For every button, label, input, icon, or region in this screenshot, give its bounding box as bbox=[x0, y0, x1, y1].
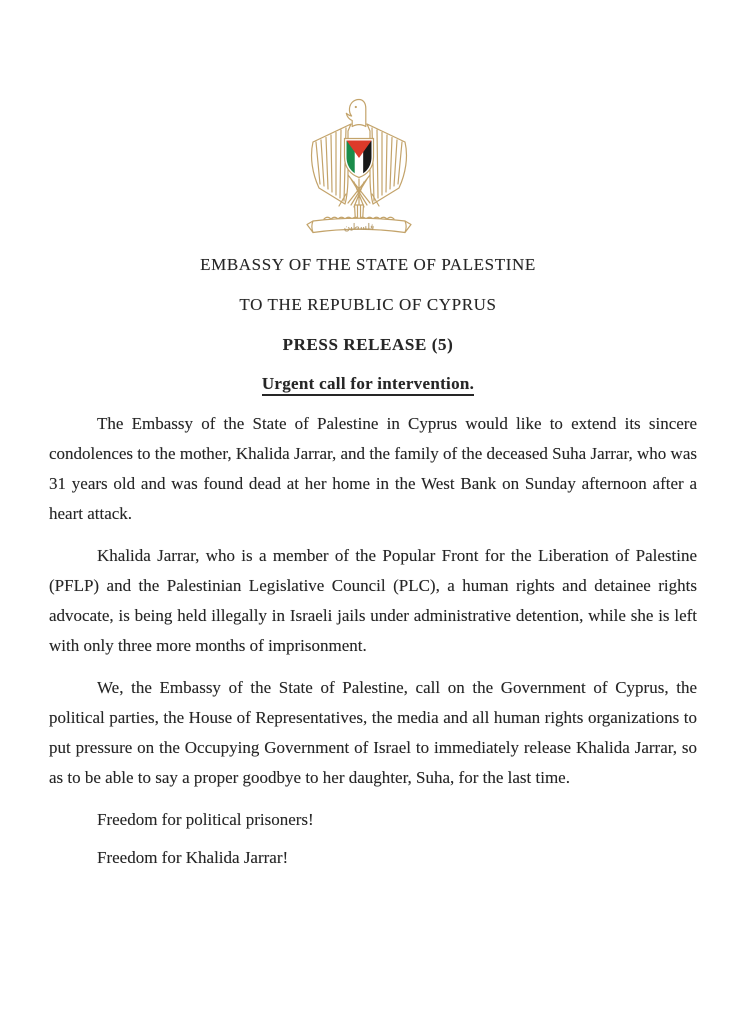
emblem-eagle-head bbox=[346, 100, 366, 127]
eagle-of-saladin-icon bbox=[302, 97, 416, 237]
closing-line: Freedom for Khalida Jarrar! bbox=[97, 848, 289, 867]
document-subject-heading bbox=[0, 374, 736, 394]
emblem-banner-text: فلسطين bbox=[343, 222, 375, 233]
document-body bbox=[49, 409, 697, 881]
embassy-subtitle: TO THE REPUBLIC OF CYPRUS bbox=[239, 295, 497, 314]
document-subject-text: Urgent call for intervention. bbox=[262, 374, 474, 396]
palestine-coat-of-arms-emblem bbox=[302, 97, 416, 237]
body-paragraph: The Embassy of the State of Palestine in Cyprus would like to extend its sincere condolences to the mother, Khalida Jarrar, and the family of the deceased Suha Jarrar, who was 31 years old and was found dead at her home in the West Bank on Sunday afternoon after a heart attack. bbox=[49, 414, 697, 523]
emblem-body-lattice bbox=[348, 175, 370, 209]
emblem-flag-shield bbox=[345, 139, 374, 178]
closing-line: Freedom for political prisoners! bbox=[97, 810, 314, 829]
body-paragraph: Khalida Jarrar, who is a member of the Popular Front for the Liberation of Palestine (PFLP) and the Palestinian Legislative Council (PLC), a human rights and detainee rights advocate, is being held illegally in Israeli jails under administrative detention, while she is left with only three more months of imprisonment. bbox=[49, 546, 697, 655]
emblem-eagle-eye bbox=[355, 106, 357, 108]
body-paragraph: We, the Embassy of the State of Palestine, call on the Government of Cyprus, the political parties, the House of Representatives, the media and all human rights organizations to put pressure on the Occupying Government of Israel to immediately release Khalida Jarrar, so as to be able to say a proper goodbye to her daughter, Suha, for the last time. bbox=[49, 678, 697, 787]
embassy-title: EMBASSY OF THE STATE OF PALESTINE bbox=[200, 255, 536, 274]
press-release-heading: PRESS RELEASE (5) bbox=[282, 335, 454, 354]
